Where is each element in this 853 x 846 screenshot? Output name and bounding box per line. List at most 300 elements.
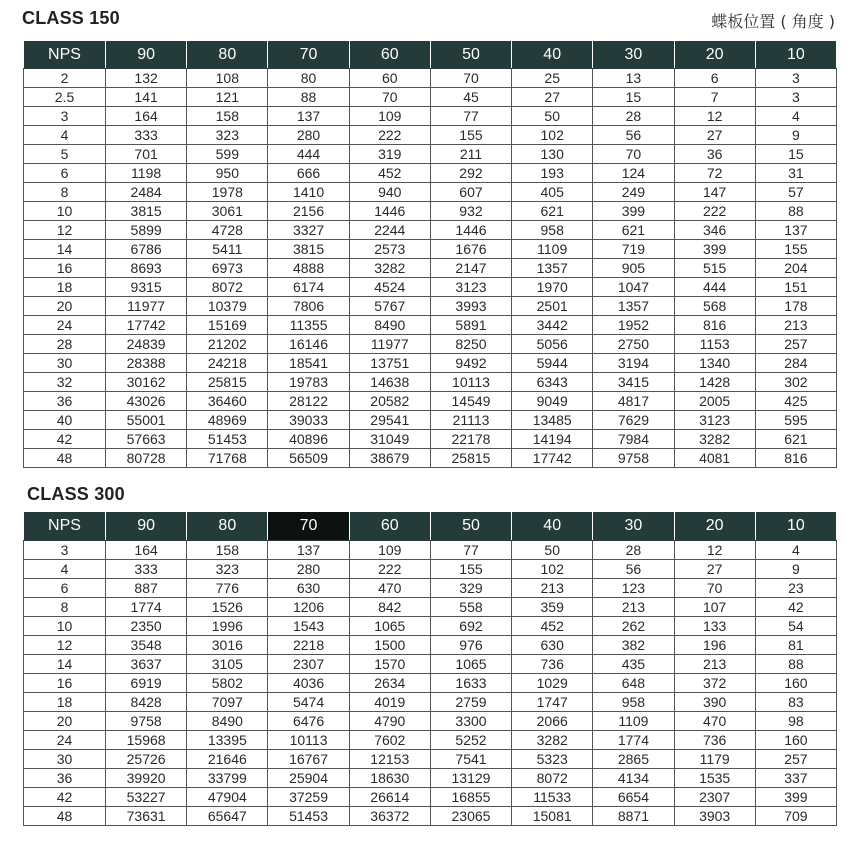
nps-cell: 42 bbox=[24, 788, 106, 807]
col-header-70: 70 bbox=[268, 512, 349, 541]
nps-cell: 30 bbox=[24, 750, 106, 769]
torque-value-cell: 399 bbox=[755, 788, 836, 807]
torque-value-cell: 607 bbox=[430, 183, 511, 202]
col-header-60: 60 bbox=[349, 512, 430, 541]
torque-value-cell: 4728 bbox=[187, 221, 268, 240]
torque-value-cell: 2759 bbox=[430, 693, 511, 712]
torque-value-cell: 98 bbox=[755, 712, 836, 731]
torque-value-cell: 5474 bbox=[268, 693, 349, 712]
torque-value-cell: 26614 bbox=[349, 788, 430, 807]
col-header-10: 10 bbox=[755, 512, 836, 541]
torque-value-cell: 10113 bbox=[430, 373, 511, 392]
torque-value-cell: 333 bbox=[106, 560, 187, 579]
torque-value-cell: 4081 bbox=[674, 449, 755, 468]
torque-value-cell: 280 bbox=[268, 126, 349, 145]
torque-value-cell: 11533 bbox=[512, 788, 593, 807]
torque-value-cell: 77 bbox=[430, 541, 511, 560]
table-row bbox=[24, 278, 837, 297]
torque-value-cell: 470 bbox=[674, 712, 755, 731]
torque-value-cell: 249 bbox=[593, 183, 674, 202]
torque-value-cell: 31 bbox=[755, 164, 836, 183]
torque-value-cell: 5252 bbox=[430, 731, 511, 750]
torque-value-cell: 60 bbox=[349, 69, 430, 88]
table-row bbox=[24, 636, 837, 655]
torque-value-cell: 18630 bbox=[349, 769, 430, 788]
torque-value-cell: 444 bbox=[674, 278, 755, 297]
table-row bbox=[24, 202, 837, 221]
torque-value-cell: 1676 bbox=[430, 240, 511, 259]
disc-position-angle-label: 蝶板位置 ( 角度 ) bbox=[711, 12, 835, 31]
torque-value-cell: 178 bbox=[755, 297, 836, 316]
torque-value-cell: 137 bbox=[268, 107, 349, 126]
torque-value-cell: 3993 bbox=[430, 297, 511, 316]
torque-value-cell: 405 bbox=[512, 183, 593, 202]
torque-value-cell: 1153 bbox=[674, 335, 755, 354]
torque-value-cell: 257 bbox=[755, 750, 836, 769]
nps-cell: 5 bbox=[24, 145, 106, 164]
nps-cell: 4 bbox=[24, 560, 106, 579]
torque-value-cell: 9758 bbox=[106, 712, 187, 731]
torque-value-cell: 7097 bbox=[187, 693, 268, 712]
torque-value-cell: 3327 bbox=[268, 221, 349, 240]
torque-value-cell: 213 bbox=[755, 316, 836, 335]
col-header-40: 40 bbox=[512, 41, 593, 69]
torque-value-cell: 36 bbox=[674, 145, 755, 164]
torque-value-cell: 51453 bbox=[268, 807, 349, 826]
torque-value-cell: 56 bbox=[593, 126, 674, 145]
torque-value-cell: 359 bbox=[512, 598, 593, 617]
torque-value-cell: 137 bbox=[268, 541, 349, 560]
torque-value-cell: 3815 bbox=[268, 240, 349, 259]
torque-value-cell: 151 bbox=[755, 278, 836, 297]
torque-value-cell: 11355 bbox=[268, 316, 349, 335]
torque-value-cell: 50 bbox=[512, 541, 593, 560]
torque-value-cell: 50 bbox=[512, 107, 593, 126]
nps-cell: 4 bbox=[24, 126, 106, 145]
torque-value-cell: 262 bbox=[593, 617, 674, 636]
torque-value-cell: 25815 bbox=[187, 373, 268, 392]
torque-value-cell: 958 bbox=[512, 221, 593, 240]
torque-value-cell: 776 bbox=[187, 579, 268, 598]
torque-value-cell: 1952 bbox=[593, 316, 674, 335]
torque-value-cell: 9 bbox=[755, 126, 836, 145]
torque-value-cell: 452 bbox=[349, 164, 430, 183]
torque-value-cell: 11977 bbox=[106, 297, 187, 316]
col-header-70: 70 bbox=[268, 41, 349, 69]
torque-value-cell: 141 bbox=[106, 88, 187, 107]
torque-value-cell: 124 bbox=[593, 164, 674, 183]
torque-value-cell: 621 bbox=[593, 221, 674, 240]
class300-title: CLASS 300 bbox=[27, 484, 125, 504]
torque-value-cell: 158 bbox=[187, 541, 268, 560]
torque-value-cell: 155 bbox=[430, 560, 511, 579]
torque-value-cell: 3282 bbox=[349, 259, 430, 278]
torque-value-cell: 39920 bbox=[106, 769, 187, 788]
torque-value-cell: 1065 bbox=[430, 655, 511, 674]
torque-value-cell: 2865 bbox=[593, 750, 674, 769]
class300-header-row bbox=[24, 512, 837, 541]
torque-value-cell: 1446 bbox=[349, 202, 430, 221]
torque-value-cell: 6476 bbox=[268, 712, 349, 731]
torque-value-cell: 3105 bbox=[187, 655, 268, 674]
torque-value-cell: 20582 bbox=[349, 392, 430, 411]
torque-value-cell: 3123 bbox=[430, 278, 511, 297]
torque-value-cell: 12 bbox=[674, 107, 755, 126]
torque-value-cell: 77 bbox=[430, 107, 511, 126]
torque-value-cell: 1978 bbox=[187, 183, 268, 202]
col-header-60: 60 bbox=[349, 41, 430, 69]
table-row bbox=[24, 769, 837, 788]
nps-cell: 20 bbox=[24, 712, 106, 731]
torque-value-cell: 1357 bbox=[512, 259, 593, 278]
torque-value-cell: 27 bbox=[674, 126, 755, 145]
torque-value-cell: 2350 bbox=[106, 617, 187, 636]
torque-value-cell: 15 bbox=[593, 88, 674, 107]
table-row bbox=[24, 69, 837, 88]
torque-value-cell: 1570 bbox=[349, 655, 430, 674]
torque-value-cell: 14194 bbox=[512, 430, 593, 449]
torque-value-cell: 8428 bbox=[106, 693, 187, 712]
torque-value-cell: 130 bbox=[512, 145, 593, 164]
table-row bbox=[24, 674, 837, 693]
torque-value-cell: 6786 bbox=[106, 240, 187, 259]
col-header-20: 20 bbox=[674, 41, 755, 69]
torque-value-cell: 222 bbox=[349, 560, 430, 579]
torque-value-cell: 842 bbox=[349, 598, 430, 617]
torque-value-cell: 5056 bbox=[512, 335, 593, 354]
torque-value-cell: 323 bbox=[187, 560, 268, 579]
nps-cell: 18 bbox=[24, 693, 106, 712]
torque-value-cell: 70 bbox=[349, 88, 430, 107]
torque-value-cell: 28 bbox=[593, 541, 674, 560]
torque-value-cell: 302 bbox=[755, 373, 836, 392]
nps-cell: 14 bbox=[24, 240, 106, 259]
table-row bbox=[24, 164, 837, 183]
torque-value-cell: 435 bbox=[593, 655, 674, 674]
torque-value-cell: 47904 bbox=[187, 788, 268, 807]
torque-value-cell: 1446 bbox=[430, 221, 511, 240]
torque-value-cell: 1206 bbox=[268, 598, 349, 617]
torque-value-cell: 31049 bbox=[349, 430, 430, 449]
torque-value-cell: 1198 bbox=[106, 164, 187, 183]
torque-value-cell: 1970 bbox=[512, 278, 593, 297]
table-row bbox=[24, 373, 837, 392]
torque-value-cell: 346 bbox=[674, 221, 755, 240]
col-header-50: 50 bbox=[430, 512, 511, 541]
torque-value-cell: 8693 bbox=[106, 259, 187, 278]
torque-value-cell: 48969 bbox=[187, 411, 268, 430]
torque-value-cell: 8250 bbox=[430, 335, 511, 354]
col-header-80: 80 bbox=[187, 512, 268, 541]
torque-value-cell: 81 bbox=[755, 636, 836, 655]
col-header-90: 90 bbox=[106, 512, 187, 541]
torque-value-cell: 425 bbox=[755, 392, 836, 411]
table-row bbox=[24, 316, 837, 335]
torque-value-cell: 1543 bbox=[268, 617, 349, 636]
torque-value-cell: 9758 bbox=[593, 449, 674, 468]
torque-value-cell: 17742 bbox=[106, 316, 187, 335]
torque-value-cell: 5411 bbox=[187, 240, 268, 259]
table-row bbox=[24, 392, 837, 411]
col-header-90: 90 bbox=[106, 41, 187, 69]
torque-value-cell: 887 bbox=[106, 579, 187, 598]
nps-cell: 14 bbox=[24, 655, 106, 674]
torque-value-cell: 25815 bbox=[430, 449, 511, 468]
torque-value-cell: 5899 bbox=[106, 221, 187, 240]
torque-value-cell: 12 bbox=[674, 541, 755, 560]
torque-value-cell: 14549 bbox=[430, 392, 511, 411]
torque-value-cell: 382 bbox=[593, 636, 674, 655]
torque-value-cell: 13129 bbox=[430, 769, 511, 788]
torque-value-cell: 2156 bbox=[268, 202, 349, 221]
nps-cell: 32 bbox=[24, 373, 106, 392]
torque-value-cell: 9315 bbox=[106, 278, 187, 297]
torque-value-cell: 5323 bbox=[512, 750, 593, 769]
table-row bbox=[24, 541, 837, 560]
nps-cell: 24 bbox=[24, 316, 106, 335]
torque-value-cell: 568 bbox=[674, 297, 755, 316]
torque-value-cell: 595 bbox=[755, 411, 836, 430]
torque-value-cell: 133 bbox=[674, 617, 755, 636]
torque-value-cell: 6919 bbox=[106, 674, 187, 693]
torque-value-cell: 736 bbox=[512, 655, 593, 674]
torque-value-cell: 4790 bbox=[349, 712, 430, 731]
torque-value-cell: 57663 bbox=[106, 430, 187, 449]
torque-value-cell: 7541 bbox=[430, 750, 511, 769]
torque-value-cell: 257 bbox=[755, 335, 836, 354]
table-row bbox=[24, 240, 837, 259]
torque-value-cell: 390 bbox=[674, 693, 755, 712]
nps-cell: 30 bbox=[24, 354, 106, 373]
torque-value-cell: 2066 bbox=[512, 712, 593, 731]
torque-value-cell: 4817 bbox=[593, 392, 674, 411]
torque-value-cell: 13751 bbox=[349, 354, 430, 373]
torque-value-cell: 2307 bbox=[268, 655, 349, 674]
torque-value-cell: 14638 bbox=[349, 373, 430, 392]
torque-value-cell: 21646 bbox=[187, 750, 268, 769]
torque-value-cell: 102 bbox=[512, 126, 593, 145]
torque-value-cell: 65647 bbox=[187, 807, 268, 826]
nps-cell: 3 bbox=[24, 541, 106, 560]
torque-value-cell: 28 bbox=[593, 107, 674, 126]
torque-value-cell: 337 bbox=[755, 769, 836, 788]
torque-value-cell: 1410 bbox=[268, 183, 349, 202]
torque-value-cell: 51453 bbox=[187, 430, 268, 449]
torque-value-cell: 88 bbox=[268, 88, 349, 107]
torque-value-cell: 372 bbox=[674, 674, 755, 693]
table-row bbox=[24, 560, 837, 579]
torque-value-cell: 13395 bbox=[187, 731, 268, 750]
table-row bbox=[24, 579, 837, 598]
nps-cell: 24 bbox=[24, 731, 106, 750]
torque-value-cell: 56 bbox=[593, 560, 674, 579]
nps-cell: 36 bbox=[24, 392, 106, 411]
nps-cell: 42 bbox=[24, 430, 106, 449]
nps-cell: 10 bbox=[24, 202, 106, 221]
torque-value-cell: 164 bbox=[106, 107, 187, 126]
torque-value-cell: 39033 bbox=[268, 411, 349, 430]
torque-value-cell: 30162 bbox=[106, 373, 187, 392]
torque-value-cell: 7984 bbox=[593, 430, 674, 449]
torque-value-cell: 558 bbox=[430, 598, 511, 617]
torque-value-cell: 4134 bbox=[593, 769, 674, 788]
table-row bbox=[24, 788, 837, 807]
nps-cell: 6 bbox=[24, 579, 106, 598]
nps-cell: 48 bbox=[24, 449, 106, 468]
table-row bbox=[24, 107, 837, 126]
torque-value-cell: 950 bbox=[187, 164, 268, 183]
torque-value-cell: 444 bbox=[268, 145, 349, 164]
torque-value-cell: 3300 bbox=[430, 712, 511, 731]
torque-value-cell: 8490 bbox=[349, 316, 430, 335]
table-row bbox=[24, 145, 837, 164]
torque-value-cell: 28388 bbox=[106, 354, 187, 373]
torque-value-cell: 648 bbox=[593, 674, 674, 693]
table-row bbox=[24, 712, 837, 731]
torque-value-cell: 55001 bbox=[106, 411, 187, 430]
nps-cell: 40 bbox=[24, 411, 106, 430]
torque-value-cell: 621 bbox=[755, 430, 836, 449]
torque-value-cell: 15968 bbox=[106, 731, 187, 750]
torque-value-cell: 24839 bbox=[106, 335, 187, 354]
torque-value-cell: 816 bbox=[674, 316, 755, 335]
torque-value-cell: 1047 bbox=[593, 278, 674, 297]
table-row bbox=[24, 183, 837, 202]
torque-value-cell: 3282 bbox=[674, 430, 755, 449]
torque-value-cell: 38679 bbox=[349, 449, 430, 468]
nps-cell: 12 bbox=[24, 221, 106, 240]
torque-value-cell: 8490 bbox=[187, 712, 268, 731]
torque-value-cell: 213 bbox=[593, 598, 674, 617]
nps-cell: 18 bbox=[24, 278, 106, 297]
class150-table bbox=[23, 40, 837, 468]
torque-value-cell: 3637 bbox=[106, 655, 187, 674]
nps-cell: 16 bbox=[24, 259, 106, 278]
col-header-30: 30 bbox=[593, 512, 674, 541]
torque-value-cell: 102 bbox=[512, 560, 593, 579]
torque-value-cell: 5891 bbox=[430, 316, 511, 335]
torque-value-cell: 1500 bbox=[349, 636, 430, 655]
torque-value-cell: 21113 bbox=[430, 411, 511, 430]
torque-value-cell: 6 bbox=[674, 69, 755, 88]
torque-value-cell: 2750 bbox=[593, 335, 674, 354]
torque-value-cell: 22178 bbox=[430, 430, 511, 449]
torque-value-cell: 196 bbox=[674, 636, 755, 655]
torque-value-cell: 1774 bbox=[593, 731, 674, 750]
torque-value-cell: 158 bbox=[187, 107, 268, 126]
torque-value-cell: 36372 bbox=[349, 807, 430, 826]
torque-value-cell: 15169 bbox=[187, 316, 268, 335]
torque-value-cell: 3815 bbox=[106, 202, 187, 221]
torque-value-cell: 160 bbox=[755, 674, 836, 693]
torque-value-cell: 222 bbox=[349, 126, 430, 145]
torque-value-cell: 71768 bbox=[187, 449, 268, 468]
col-header-30: 30 bbox=[593, 41, 674, 69]
nps-cell: 6 bbox=[24, 164, 106, 183]
torque-value-cell: 24218 bbox=[187, 354, 268, 373]
torque-value-cell: 2218 bbox=[268, 636, 349, 655]
nps-cell: 36 bbox=[24, 769, 106, 788]
torque-value-cell: 193 bbox=[512, 164, 593, 183]
torque-value-cell: 222 bbox=[674, 202, 755, 221]
torque-value-cell: 709 bbox=[755, 807, 836, 826]
torque-value-cell: 3442 bbox=[512, 316, 593, 335]
table-row bbox=[24, 617, 837, 636]
torque-value-cell: 40896 bbox=[268, 430, 349, 449]
torque-value-cell: 15081 bbox=[512, 807, 593, 826]
torque-value-cell: 3903 bbox=[674, 807, 755, 826]
table-row bbox=[24, 807, 837, 826]
torque-value-cell: 155 bbox=[755, 240, 836, 259]
torque-value-cell: 2307 bbox=[674, 788, 755, 807]
torque-value-cell: 137 bbox=[755, 221, 836, 240]
torque-value-cell: 18541 bbox=[268, 354, 349, 373]
torque-value-cell: 470 bbox=[349, 579, 430, 598]
torque-value-cell: 23065 bbox=[430, 807, 511, 826]
table-row bbox=[24, 259, 837, 278]
torque-value-cell: 2501 bbox=[512, 297, 593, 316]
torque-value-cell: 23 bbox=[755, 579, 836, 598]
torque-value-cell: 3194 bbox=[593, 354, 674, 373]
torque-value-cell: 155 bbox=[430, 126, 511, 145]
torque-value-cell: 1109 bbox=[593, 712, 674, 731]
col-header-10: 10 bbox=[755, 41, 836, 69]
torque-value-cell: 2005 bbox=[674, 392, 755, 411]
torque-value-cell: 9492 bbox=[430, 354, 511, 373]
torque-value-cell: 3282 bbox=[512, 731, 593, 750]
torque-value-cell: 29541 bbox=[349, 411, 430, 430]
torque-value-cell: 4 bbox=[755, 107, 836, 126]
table-row bbox=[24, 411, 837, 430]
torque-value-cell: 399 bbox=[593, 202, 674, 221]
nps-cell: 2 bbox=[24, 69, 106, 88]
torque-value-cell: 88 bbox=[755, 655, 836, 674]
nps-cell: 28 bbox=[24, 335, 106, 354]
col-header-20: 20 bbox=[674, 512, 755, 541]
torque-value-cell: 2244 bbox=[349, 221, 430, 240]
torque-value-cell: 21202 bbox=[187, 335, 268, 354]
torque-value-cell: 107 bbox=[674, 598, 755, 617]
torque-value-cell: 3061 bbox=[187, 202, 268, 221]
torque-value-cell: 940 bbox=[349, 183, 430, 202]
torque-value-cell: 70 bbox=[430, 69, 511, 88]
torque-value-cell: 932 bbox=[430, 202, 511, 221]
torque-value-cell: 333 bbox=[106, 126, 187, 145]
torque-value-cell: 2573 bbox=[349, 240, 430, 259]
torque-value-cell: 1747 bbox=[512, 693, 593, 712]
torque-value-cell: 33799 bbox=[187, 769, 268, 788]
torque-value-cell: 3548 bbox=[106, 636, 187, 655]
torque-value-cell: 905 bbox=[593, 259, 674, 278]
torque-value-cell: 109 bbox=[349, 541, 430, 560]
torque-value-cell: 7 bbox=[674, 88, 755, 107]
table-row bbox=[24, 221, 837, 240]
torque-value-cell: 13485 bbox=[512, 411, 593, 430]
torque-value-cell: 2634 bbox=[349, 674, 430, 693]
torque-value-cell: 147 bbox=[674, 183, 755, 202]
torque-value-cell: 73631 bbox=[106, 807, 187, 826]
torque-value-cell: 4524 bbox=[349, 278, 430, 297]
torque-value-cell: 28122 bbox=[268, 392, 349, 411]
torque-value-cell: 70 bbox=[674, 579, 755, 598]
torque-value-cell: 109 bbox=[349, 107, 430, 126]
table-row bbox=[24, 335, 837, 354]
torque-value-cell: 160 bbox=[755, 731, 836, 750]
torque-value-cell: 3016 bbox=[187, 636, 268, 655]
class150-header-row bbox=[24, 41, 837, 69]
torque-value-cell: 692 bbox=[430, 617, 511, 636]
col-header-40: 40 bbox=[512, 512, 593, 541]
